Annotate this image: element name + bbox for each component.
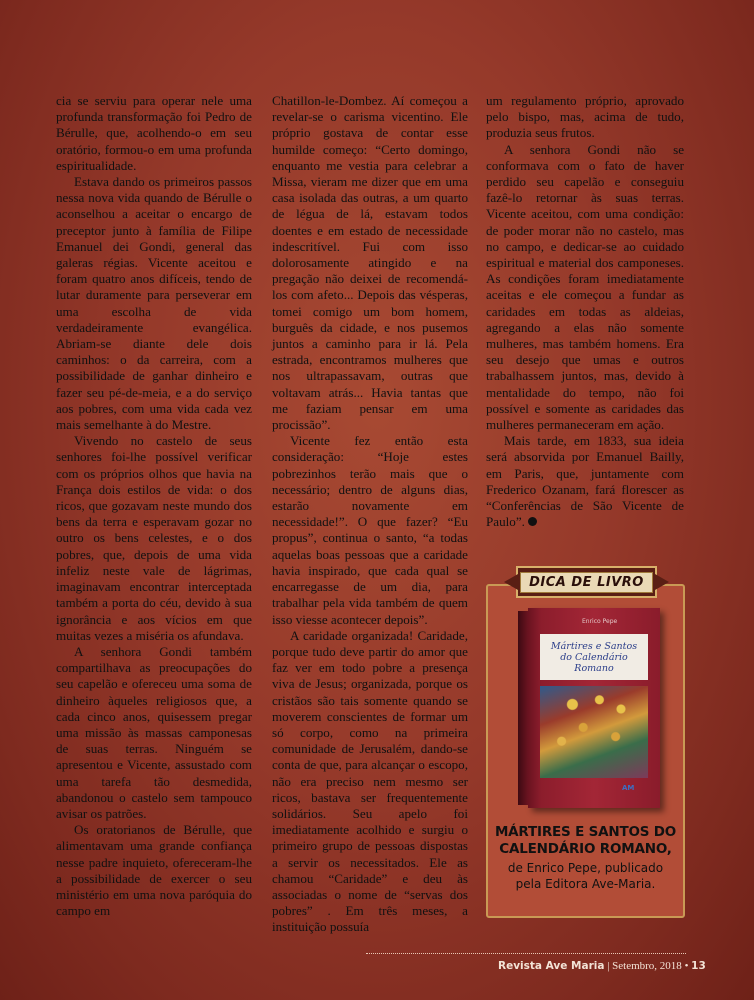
text-column-1 <box>56 93 252 919</box>
book-credit <box>486 860 685 892</box>
book-cover <box>528 608 660 808</box>
book-caption <box>486 824 685 892</box>
book-credit-line: pela Editora Ave-Maria. <box>515 877 656 891</box>
footer-separator: | <box>607 960 610 972</box>
cover-author: Enrico Pepe <box>582 618 618 625</box>
paragraph: um regulamento próprio, aprovado pelo bispo, mas, acima de tudo, produzia seus frutos. <box>486 93 684 141</box>
book-spine <box>518 611 528 805</box>
book-title-line: CALENDÁRIO ROMANO, <box>499 841 672 857</box>
paragraph: A senhora Gondi também compartilhava as preocupações do seu capelão e ofereceu uma soma de dinheiro àqueles religiosos que, a cada cinco anos, quisessem pregar uma missão às massas camponesas de suas terras. Ninguém se apresentou e Vicente, assustado com uma tarefa tão desmedida, abandonou o castelo sem tampouco avisar os patrões. <box>56 643 252 821</box>
page-number: 13 <box>691 960 706 972</box>
text-column-2 <box>272 93 468 936</box>
footer-rule <box>366 953 686 954</box>
page-footer <box>498 960 706 972</box>
cover-title <box>551 641 637 674</box>
issue-date: Setembro, 2018 <box>612 960 682 972</box>
text-column-3 <box>486 93 684 530</box>
paragraph: Vicente fez então esta consideração: “Hoje estes pobrezinhos terão mais que o necessário; dentro de alguns dias, estarão novamente em necessidade!”. O que fazer? “Eu propus”, continua o santo, “a todas aquelas boas pessoas que a caridade havia inspirado, que cada qual se encarregasse de um dia, para trabalhar pela vida também de quem isso viesse acontecer depois”. <box>272 433 468 627</box>
book-recommendation <box>486 566 685 918</box>
cover-title-panel <box>540 634 648 680</box>
cover-title-line: Romano <box>574 662 614 674</box>
book-banner <box>516 566 657 598</box>
paragraph: Vivendo no castelo de seus senhores foi-lhe possível verificar com os próprios olhos que havia na França dois estilos de vida: o dos ricos, que gozavam neste mundo dos bens da terra e esperavam gozar no outro os bens celestes, e o dos pobres, que, depois de uma vida infeliz neste vale de lágrimas, imaginavam encontrar interceptada também a porta do céu, devido à sua ignorância e aos vícios em que muitas vezes a miséria os afundava. <box>56 433 252 643</box>
book-title-line: MÁRTIRES E SANTOS DO <box>494 824 677 840</box>
paragraph: cia se serviu para operar nele uma profunda transformação foi Pedro de Bérulle, que, acolhendo-o em seu oratório, formou-o em uma profunda espiritualidade. <box>56 93 252 173</box>
paragraph-final <box>486 433 684 530</box>
book-credit-line: de Enrico Pepe, publicado <box>507 861 664 875</box>
cover-painting <box>540 686 648 778</box>
paragraph: Chatillon-le-Dombez. Aí começou a revelar-se o carisma vicentino. Ele próprio gostava de contar esse humilde começo: “Certo domingo, enquanto me vestia para celebrar a Missa, vieram me dizer que em uma casa isolada das outras, a um quarto de légua de lá, estavam todos doentes e em estado de necessidade indescritível. Fui com isso dolorosamente atingido e na pregação não deixei de recomendá-los com afeto... Depois das vésperas, tomei comigo um bom homem, burguês da cidade, e nos pusemos juntos a caminho para ir lá. Pela estrada, encontramos mulheres que nos ultrapassavam, outras que voltavam atrás... Havia tantas que me faziam pensar em uma procissão”. <box>272 93 468 433</box>
paragraph: Os oratorianos de Bérulle, que alimentavam uma grande confiança nesse padre inquieto, ofereceram-lhe a possibilidade de exercer o seu ministério em uma nova paróquia do campo em <box>56 822 252 919</box>
magazine-name: Revista Ave Maria <box>498 960 605 972</box>
book-title <box>486 824 685 858</box>
cover-title-line: Mártires e Santos <box>550 640 638 652</box>
cover-title-line: do Calendário <box>560 651 628 663</box>
paragraph: A caridade organizada! Caridade, porque tudo deve partir do amor que faz ver em todo pobre a presença viva de Jesus; organizada, porque os cristãos são tais somente quando se moverem conscientes de formar um só corpo, como na primeira comunidade de Jerusalém, dando-se conta de que, para alcançar o escopo, não era preciso nem mesmo ser ricos, bastava ser frequentemente solidários. Seu apelo foi imediatamente acolhido e surgiu o primeiro grupo de pessoas dispostas a servir os necessitados. Ele as chamou “Caridade” e deu às associadas o nome de “servas dos pobres” . Em três meses, a instituição possuía <box>272 627 468 935</box>
banner-label: DICA DE LIVRO <box>520 572 653 593</box>
paragraph: A senhora Gondi não se conformava com o fato de haver perdido seu capelão e conseguiu fazê-lo retornar às suas terras. Vicente aceitou, com uma condição: de poder morar não no castelo, mas no campo, e dedicar-se ao cuidado espiritual e material dos camponeses. As condições foram imediatamente aceitas e ele começou a fundar as caridades em todas as aldeias, agregando a elas não somente mulheres, mas também homens. Era seu desejo que umas e outros trabalhassem juntos, mas, devido à mentalidade do tempo, não foi possível e somente as caridades das mulheres permaneceram em ação. <box>486 141 684 433</box>
end-bullet-icon <box>528 517 537 526</box>
paragraph-text: Mais tarde, em 1833, sua ideia será absorvida por Emanuel Bailly, em Paris, que, juntamente com Frederico Ozanam, fará florescer as “Conferências de São Vicente de Paulo”. <box>486 433 684 530</box>
publisher-logo: AM <box>622 784 635 792</box>
paragraph: Estava dando os primeiros passos nessa nova vida quando de Bérulle o aconselhou a aceitar o encargo de preceptor junto à família de Filipe Emanuel dei Gondi, general das galeras régias. Vicente aceitou e foram quatro anos difíceis, tendo de lutar duramente para perseverar em uma escolha de vida verdadeiramente evangélica. Abriam-se diante dele dois caminhos: o da carreira, com a possibilidade de ganhar dinheiro e fazer seu pé-de-meia, e a do serviço aos pobres, com uma vida cada vez mais semelhante à do Mestre. <box>56 174 252 433</box>
footer-bullet: • <box>684 960 689 972</box>
